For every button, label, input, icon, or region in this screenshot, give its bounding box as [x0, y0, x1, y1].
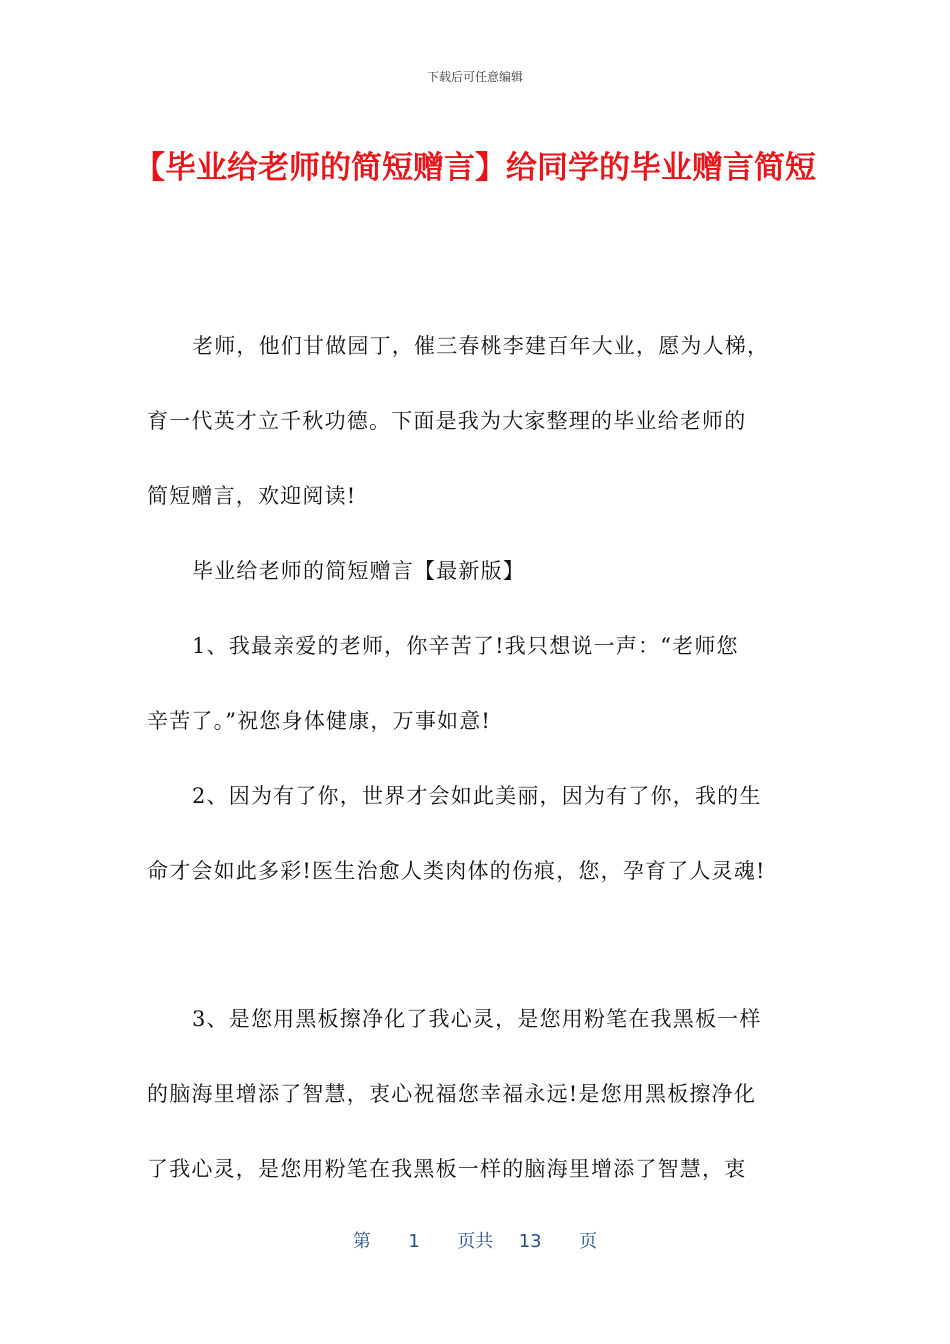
- footer-prefix: 第: [352, 1231, 371, 1252]
- paragraph-line: 了我心灵，是您用粉笔在我黑板一样的脑海里增添了智慧，衷: [147, 1157, 747, 1181]
- paragraph-line: 命才会如此多彩!医生治愈人类肉体的伤痕，您，孕育了人灵魂!: [147, 859, 766, 883]
- total-pages-number: 13: [518, 1231, 542, 1252]
- section-heading: 毕业给老师的简短赠言【最新版】: [192, 559, 525, 583]
- paragraph-line: 3、是您用黑板擦净化了我心灵，是您用粉笔在我黑板一样: [192, 1007, 762, 1031]
- document-title: 【毕业给老师的简短赠言】给同学的毕业赠言简短: [134, 150, 816, 186]
- paragraph-line: 育一代英才立千秋功德。下面是我为大家整理的毕业给老师的: [147, 409, 747, 433]
- footer-suffix: 页: [579, 1231, 598, 1252]
- paragraph-line: 老师，他们甘做园丁，催三春桃李建百年大业，愿为人梯，: [192, 334, 770, 358]
- current-page-number: 1: [408, 1231, 420, 1252]
- paragraph-line: 的脑海里增添了智慧，衷心祝福您幸福永远!是您用黑板擦净化: [147, 1082, 757, 1106]
- paragraph-line: 2、因为有了你，世界才会如此美丽，因为有了你，我的生: [192, 784, 762, 808]
- header-note: 下载后可任意编辑: [426, 70, 523, 84]
- paragraph-line: 辛苦了。”祝您身体健康，万事如意!: [147, 709, 492, 733]
- page-footer: [0, 1227, 950, 1253]
- footer-mid: 页共: [457, 1231, 494, 1252]
- paragraph-line: 简短赠言，欢迎阅读!: [147, 484, 357, 508]
- paragraph-line: 1、我最亲爱的老师，你辛苦了!我只想说一声：“老师您: [192, 634, 739, 658]
